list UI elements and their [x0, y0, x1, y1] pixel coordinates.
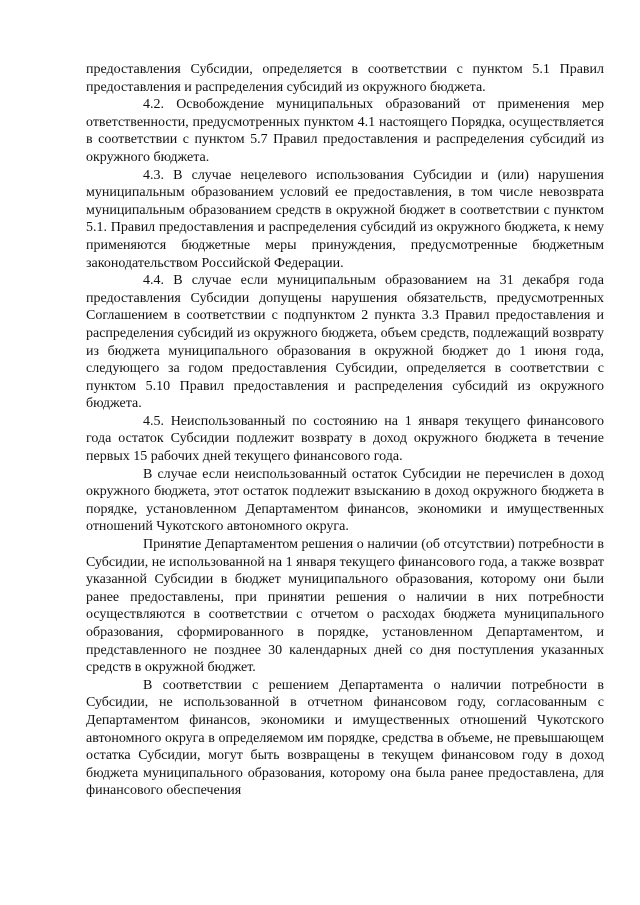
paragraph-continuation: предоставления Субсидии, определяется в соответствии с пунктом 5.1 Правил предоставления и распределения субсидий из окружного бюджета.	[86, 62, 604, 95]
paragraph-4-4: 4.4. В случае если муниципальным образованием на 31 декабря года предоставления Субсидии допущены нарушения обязательств, предусмотренных Соглашением в соответствии с подпунктом 2 пункта 3.3 Правил предоставления и распределения субсидий из окружного бюджета, объем средств, подлежащий возврату из бюджета муниципального образования в окружной бюджет до 1 июня года, следующего за годом предоставления Субсидии, определяется в соответствии с пунктом 5.10 Правил предоставления и распределения субсидий из окружного бюджета.	[86, 273, 604, 412]
paragraph-department-decision: Принятие Департаментом решения о наличии (об отсутствии) потребности в Субсидии, не использованной на 1 января текущего финансового года, а также возврат указанной Субсидии в бюджет муниципального образования, которому они были ранее предоставлены, при принятии решения о наличии в них потребности осуществляются в соответствии с отчетом о расходах бюджета муниципального образования, сформированного в порядке, установленном Департаментом, и представленного не позднее 30 календарных дней со дня поступления указанных средств в окружной бюджет.	[86, 537, 604, 676]
paragraph-4-5: 4.5. Неиспользованный по состоянию на 1 января текущего финансового года остаток Субсидии подлежит возврату в доход окружного бюджета в течение первых 15 рабочих дней текущего финансового года.	[86, 413, 604, 465]
paragraph-4-3: 4.3. В случае нецелевого использования Субсидии и (или) нарушения муниципальным образованием условий ее предоставления, в том числе невозврата муниципальным образованием средств в окружной бюджет в соответствии с пунктом 5.1. Правил предоставления и распределения субсидий из окружного бюджета, к нему применяются бюджетные меры принуждения, предусмотренные бюджетным законодательством Российской Федерации.	[86, 167, 604, 271]
paragraph-unused-balance: В случае если неиспользованный остаток Субсидии не перечислен в доход окружного бюджета, этот остаток подлежит взысканию в доход окружного бюджета в порядке, установленном Департаментом финансов, экономики и имущественных отношений Чукотского автономного округа.	[86, 466, 604, 535]
paragraph-4-2: 4.2. Освобождение муниципальных образований от применения мер ответственности, предусмотренных пунктом 4.1 настоящего Порядка, осуществляется в соответствии с пунктом 5.7 Правил предоставления и распределения субсидий из окружного бюджета.	[86, 97, 604, 165]
paragraph-return-of-funds: В соответствии с решением Департамента о наличии потребности в Субсидии, не использованной в отчетном финансовом году, согласованным с Департаментом финансов, экономики и имущественных отношений Чукотского автономного округа в определяемом им порядке, средства в объеме, не превышающем остатка Субсидии, могут быть возвращены в текущем финансовом году в доход бюджета муниципального образования, которому она была ранее предоставлена, для финансового обеспечения	[86, 677, 604, 799]
document-page	[86, 61, 604, 800]
